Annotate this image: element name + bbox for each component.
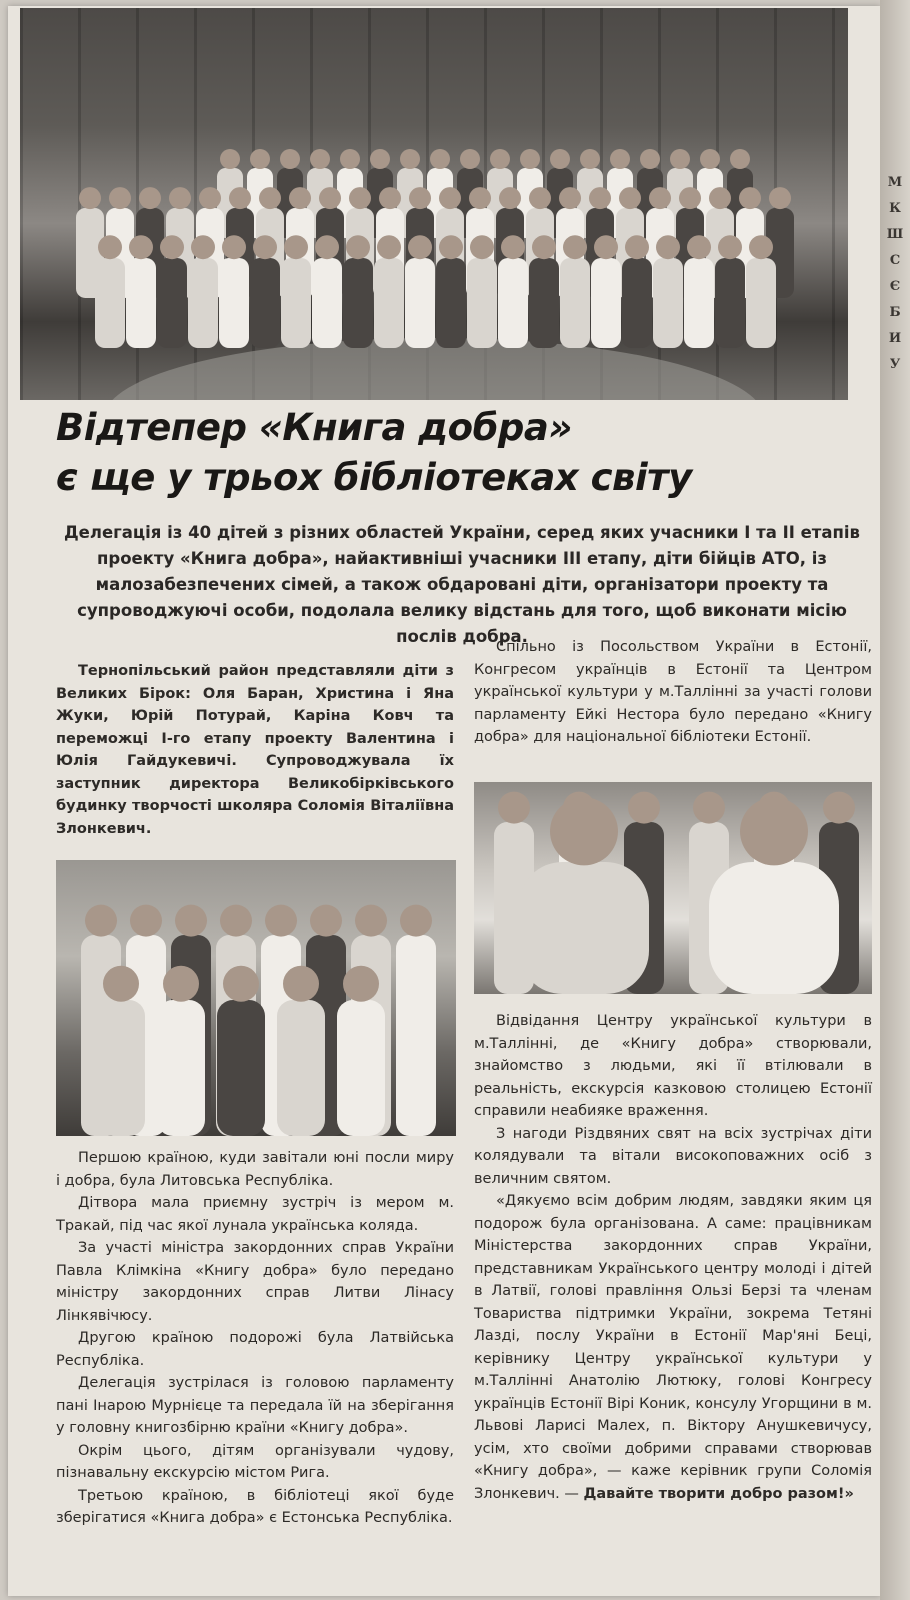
right-column — [474, 1010, 872, 1505]
person-head — [349, 187, 371, 209]
person-head — [343, 966, 379, 1002]
person-head — [280, 149, 300, 169]
person-head — [625, 235, 649, 259]
person-figure — [715, 258, 745, 348]
person-head — [220, 905, 252, 937]
person-figure — [684, 258, 714, 348]
person-figure — [217, 1000, 265, 1136]
person-head — [749, 235, 773, 259]
person-head — [259, 187, 281, 209]
person-head — [98, 235, 122, 259]
person-figure — [374, 258, 404, 348]
person-figure — [281, 258, 311, 348]
person-head — [520, 149, 540, 169]
person-figure — [467, 258, 497, 348]
person-figure — [746, 258, 776, 348]
person-head — [409, 187, 431, 209]
headline: Відтепер «Книга добра» є ще у трьох бібліотеках світу — [56, 406, 692, 499]
person-figure — [519, 862, 649, 994]
person-head — [310, 905, 342, 937]
person-head — [319, 187, 341, 209]
person-figure — [436, 258, 466, 348]
person-figure — [337, 1000, 385, 1136]
person-figure — [277, 1000, 325, 1136]
person-head — [284, 235, 308, 259]
person-head — [169, 187, 191, 209]
person-head — [550, 797, 618, 865]
person-head — [469, 187, 491, 209]
person-head — [498, 792, 530, 824]
left-paragraph: Другою країною подорожі була Латвійська Республіка. — [56, 1330, 454, 1369]
person-head — [355, 905, 387, 937]
person-head — [460, 149, 480, 169]
group-photo — [20, 8, 848, 400]
person-figure — [560, 258, 590, 348]
quote-closing: Давайте творити добро разом!» — [583, 1485, 854, 1502]
person-head — [740, 797, 808, 865]
person-head — [550, 149, 570, 169]
intro-column — [56, 660, 454, 840]
person-head — [501, 235, 525, 259]
boys-photo-figures — [474, 782, 872, 994]
person-head — [379, 187, 401, 209]
person-head — [563, 235, 587, 259]
person-head — [340, 149, 360, 169]
person-head — [490, 149, 510, 169]
person-head — [709, 187, 731, 209]
person-head — [283, 966, 319, 1002]
person-head — [223, 966, 259, 1002]
person-head — [220, 149, 240, 169]
person-head — [129, 235, 153, 259]
person-head — [400, 149, 420, 169]
left-paragraph: Делегація зустрілася із головою парламенту пані Інарою Мурнієце та передала їй на зберігання у головну книгозбірню країни «Книгу добра». — [56, 1375, 454, 1436]
person-head — [191, 235, 215, 259]
person-figure — [95, 258, 125, 348]
person-head — [199, 187, 221, 209]
children-photo — [56, 860, 456, 1136]
person-head — [229, 187, 251, 209]
left-paragraph: За участі міністра закордонних справ України Павла Клімкіна «Книгу добра» було передано міністру закордонних справ Литви Лінасу Лінкявічюсу. — [56, 1240, 454, 1324]
person-head — [594, 235, 618, 259]
person-figure — [157, 1000, 205, 1136]
person-figure — [653, 258, 683, 348]
left-paragraph: Третьою країною, в бібліотеці якої буде зберігатися «Книга добра» є Естонська Республіка. — [56, 1487, 454, 1526]
person-head — [823, 792, 855, 824]
group-photo-figures — [20, 8, 848, 400]
person-head — [400, 905, 432, 937]
left-paragraph: Окрім цього, дітям організували чудову, пізнавальну екскурсію містом Рига. — [56, 1442, 454, 1481]
person-head — [103, 966, 139, 1002]
person-head — [370, 149, 390, 169]
person-head — [85, 905, 117, 937]
person-head — [315, 235, 339, 259]
person-head — [160, 235, 184, 259]
person-head — [250, 149, 270, 169]
person-head — [769, 187, 791, 209]
person-head — [408, 235, 432, 259]
person-figure — [157, 258, 187, 348]
person-head — [730, 149, 750, 169]
adjacent-page-letters: М К Ш С Є Б И У — [886, 175, 904, 372]
person-figure — [622, 258, 652, 348]
boys-photo — [474, 782, 872, 994]
person-head — [79, 187, 101, 209]
quote-paragraph — [474, 1190, 872, 1505]
person-head — [656, 235, 680, 259]
person-head — [649, 187, 671, 209]
person-head — [640, 149, 660, 169]
person-head — [529, 187, 551, 209]
person-head — [289, 187, 311, 209]
person-head — [377, 235, 401, 259]
person-head — [139, 187, 161, 209]
person-head — [265, 905, 297, 937]
left-column — [56, 1147, 454, 1530]
intro-paragraph: Тернопільський район представляли діти з Великих Бірок: Оля Баран, Христина і Яна Жуки, Юрій Потурай, Каріна Ковч та переможці І-го етапу проекту Валентина і Юлія Гайдукевичі. Супроводжувала їх заступник директора Великобірківського будинку творчості школяра Соломія Віталіївна Злонкевич. — [56, 663, 454, 837]
lead-paragraph: Делегація із 40 дітей з різних областей України, серед яких учасники І та ІІ етапів проекту «Книга добра», найактивніші учасники ІІІ етапу, діти бійців АТО, із малозабезпечених сімей, а також обдаровані діти, організатори проекту та супроводжуючі особи, подолала велику відстань для того, щоб виконати місію послів добра. — [63, 523, 860, 646]
person-head — [253, 235, 277, 259]
person-head — [679, 187, 701, 209]
person-head — [439, 235, 463, 259]
person-head — [439, 187, 461, 209]
right-top-column — [474, 636, 872, 749]
person-figure — [405, 258, 435, 348]
person-head — [310, 149, 330, 169]
person-head — [470, 235, 494, 259]
person-figure — [188, 258, 218, 348]
person-figure — [529, 258, 559, 348]
person-figure — [126, 258, 156, 348]
person-head — [670, 149, 690, 169]
person-head — [559, 187, 581, 209]
person-figure — [250, 258, 280, 348]
children-photo-figures — [56, 860, 456, 1136]
person-figure — [219, 258, 249, 348]
person-figure — [343, 258, 373, 348]
person-head — [718, 235, 742, 259]
person-head — [589, 187, 611, 209]
right-paragraph: З нагоди Різдвяних свят на всіх зустрічах діти колядували та вітали високоповажних осіб з величним святом. — [474, 1125, 872, 1187]
left-paragraph: Дітвора мала приємну зустріч із мером м. Тракай, під час якої лунала українська коляда. — [56, 1195, 454, 1234]
person-head — [693, 792, 725, 824]
person-figure — [396, 935, 436, 1136]
person-head — [700, 149, 720, 169]
person-head — [628, 792, 660, 824]
person-head — [532, 235, 556, 259]
person-head — [619, 187, 641, 209]
quote-text: «Дякуємо всім добрим людям, завдяки яким ця подорож була організована. А саме: працівникам Міністерства закордонних справ України, представникам Українського центру молоді і дітей в Латвії, голові правління Ользі Берзі та членам Товариства підтримки України, зокрема Тетяні Лазді, послу України в Естонії Мар'яні Беці, керівнику Центру української культури у м.Таллінні Анатолію Лютюку, голові Конгресу українців Естонії Вірі Коник, консулу Угорщини в м. Львові Ларисі Малех, п. Віктору Анушкевичусу, усім, хто своїми добрими справами створював «Книгу добра», — каже керівник групи Соломія Злонкевич. — — [474, 1193, 872, 1502]
person-head — [499, 187, 521, 209]
person-head — [222, 235, 246, 259]
person-head — [346, 235, 370, 259]
person-head — [430, 149, 450, 169]
person-figure — [97, 1000, 145, 1136]
person-head — [610, 149, 630, 169]
person-figure — [312, 258, 342, 348]
person-head — [580, 149, 600, 169]
person-head — [175, 905, 207, 937]
left-paragraph: Першою країною, куди завітали юні посли миру і добра, була Литовська Республіка. — [56, 1150, 454, 1189]
person-head — [687, 235, 711, 259]
person-head — [130, 905, 162, 937]
person-figure — [709, 862, 839, 994]
person-head — [163, 966, 199, 1002]
right-paragraph: Відвідання Центру української культури в м.Таллінні, де «Книгу добра» створювали, знайомство з людьми, які її втілювали в реальність, екскурсія казковою столицею Естонії справили неабияке враження. — [474, 1013, 872, 1119]
person-head — [739, 187, 761, 209]
person-figure — [591, 258, 621, 348]
right-top-paragraph: Спільно із Посольством України в Естонії, Конгресом українців в Естонії та Центром української культури у м.Таллінні за участі голови парламенту Ейкі Нестора було передано «Книгу добра» для національної бібліотеки Естонії. — [474, 639, 872, 745]
person-head — [109, 187, 131, 209]
person-figure — [498, 258, 528, 348]
